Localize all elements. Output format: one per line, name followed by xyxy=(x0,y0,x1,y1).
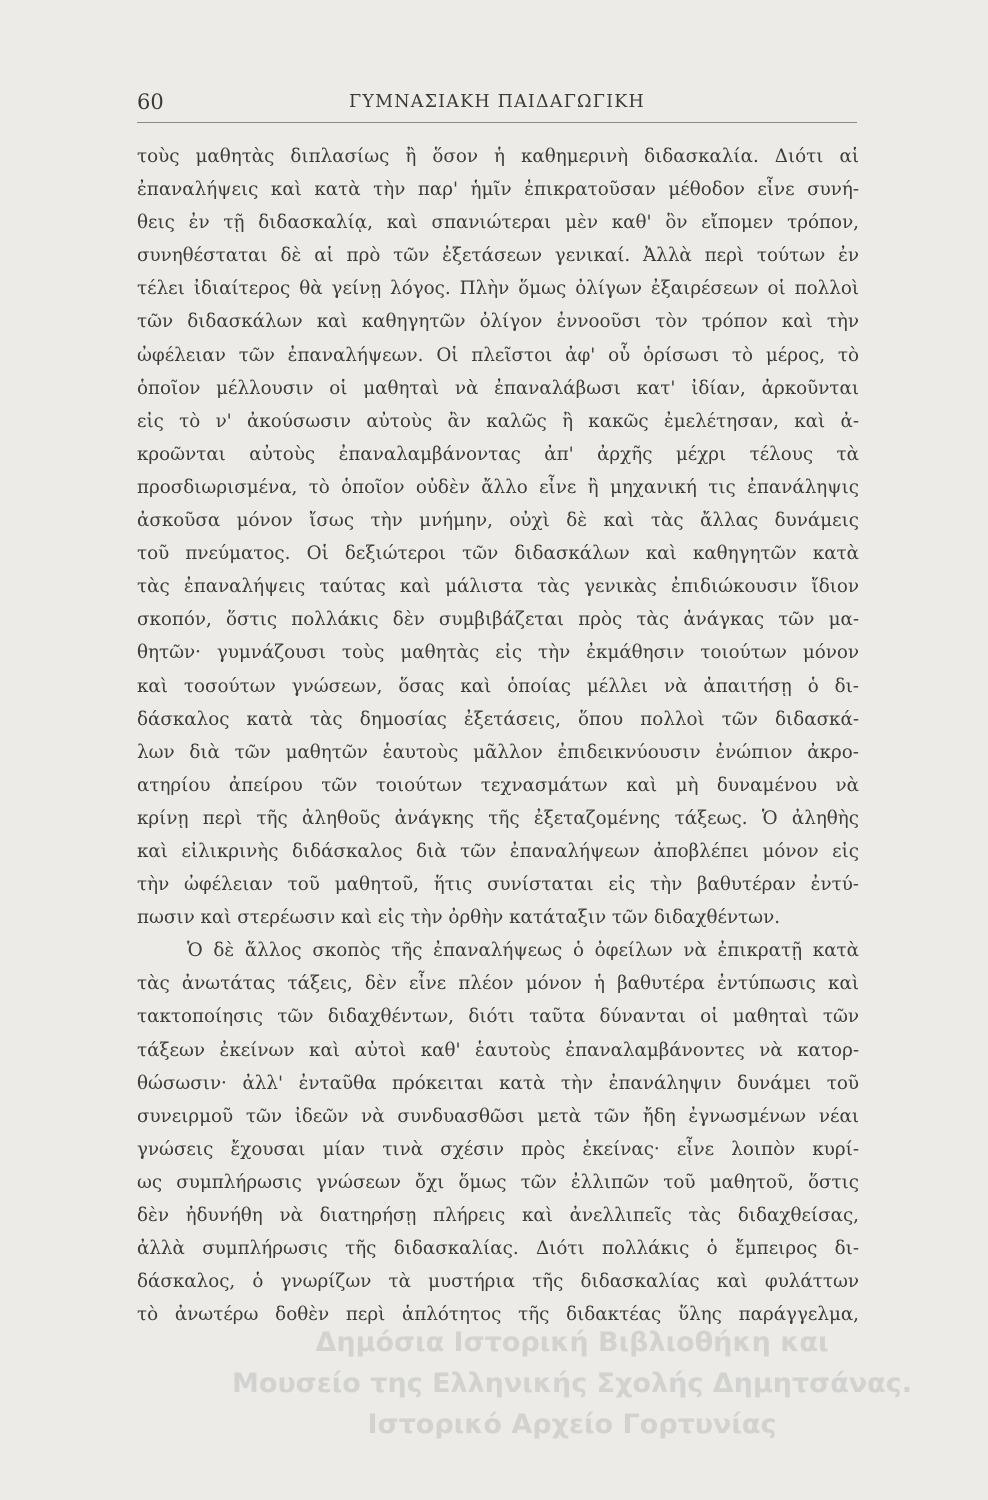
text-line: γνώσεις ἔχουσαι μίαν τινὰ σχέσιν πρὸς ἐκείνας· εἶνε λοιπὸν κυρί- xyxy=(137,1138,859,1160)
text-line: τῶν διδασκάλων καὶ καθηγητῶν ὀλίγον ἐννοοῦσι τὸν τρόπον καὶ τὴν xyxy=(137,311,859,333)
text-line: θεις ἐν τῇ διδασκαλίᾳ, καὶ σπανιώτεραι μὲν καθ' ὃν εἴπομεν τρόπον, xyxy=(137,212,859,234)
text-line: κροῶνται αὐτοὺς ἐπαναλαμβάνοντας ἀπ' ἀρχῆς μέχρι τέλους τὰ xyxy=(137,443,859,465)
text-line: τὰς ἐπαναλήψεις ταύτας καὶ μάλιστα τὰς γενικὰς ἐπιδιώκουσιν ἴδιον xyxy=(137,576,859,598)
text-line: τὸ ἀνωτέρω δοθὲν περὶ ἁπλότητος τῆς διδακτέας ὕλης παράγγελμα, xyxy=(137,1304,859,1326)
text-line: τὴν ὠφέλειαν τοῦ μαθητοῦ, ἥτις συνίσταται εἰς τὴν βαθυτέραν ἐντύ- xyxy=(137,874,859,896)
text-line: τέλει ἰδιαίτερος θὰ γείνῃ λόγος. Πλὴν ὅμως ὀλίγων ἐξαιρέσεων οἱ πολλοὶ xyxy=(137,278,859,300)
text-line: τὰς ἀνωτάτας τάξεις, δὲν εἶνε πλέον μόνον ἡ βαθυτέρα ἐντύπωσις καὶ xyxy=(137,973,859,995)
watermark-line: Μουσείο της Ελληνικής Σχολής Δημητσάνας. xyxy=(232,1368,912,1399)
text-line: τοῦ πνεύματος. Οἱ δεξιώτεροι τῶν διδασκάλων καὶ καθηγητῶν κατὰ xyxy=(137,543,859,565)
text-line: ὠφέλειαν τῶν ἐπαναλήψεων. Οἱ πλεῖστοι ἀφ' οὗ ὁρίσωσι τὸ μέρος, τὸ xyxy=(137,344,859,366)
text-line: κρίνῃ περὶ τῆς ἀληθοῦς ἀνάγκης τῆς ἐξεταζομένης τάξεως. Ὁ ἀληθὴς xyxy=(137,807,859,829)
text-line: προσδιωρισμένα, τὸ ὁποῖον οὐδὲν ἄλλο εἶνε ἢ μηχανική τις ἐπανάληψις xyxy=(137,476,859,498)
text-line: καὶ εἰλικρινὴς διδάσκαλος διὰ τῶν ἐπαναλήψεων ἀποβλέπει μόνον εἰς xyxy=(137,840,859,862)
text-line: πωσιν καὶ στερέωσιν καὶ εἰς τὴν ὀρθὴν κατάταξιν τῶν διδαχθέντων. xyxy=(137,907,781,929)
text-line: λων διὰ τῶν μαθητῶν ἑαυτοὺς μᾶλλον ἐπιδεικνύουσιν ἐνώπιον ἀκρο- xyxy=(137,741,859,763)
watermark-line: Δημόσια Ιστορική Βιβλιοθήκη και xyxy=(315,1327,829,1358)
text-line: δάσκαλος κατὰ τὰς δημοσίας ἐξετάσεις, ὅπου πολλοὶ τῶν διδασκά- xyxy=(137,708,859,730)
text-line: ἐπαναλήψεις καὶ κατὰ τὴν παρ' ἡμῖν ἐπικρατοῦσαν μέθοδον εἶνε συνή- xyxy=(137,179,859,201)
text-line: ἀσκοῦσα μόνον ἴσως τὴν μνήμην, οὐχὶ δὲ καὶ τὰς ἄλλας δυνάμεις xyxy=(137,510,859,532)
text-line: τάξεων ἐκείνων καὶ αὐτοὶ καθ' ἑαυτοὺς ἐπαναλαμβάνοντες νὰ κατορ- xyxy=(137,1039,859,1061)
page-header xyxy=(137,86,857,123)
text-line: Ὁ δὲ ἄλλος σκοπὸς τῆς ἐπαναλήψεως ὁ ὀφείλων νὰ ἐπικρατῇ κατὰ xyxy=(187,940,859,962)
text-line: θητῶν· γυμνάζουσι τοὺς μαθητὰς εἰς τὴν ἐκμάθησιν τοιούτων μόνον xyxy=(137,642,859,664)
text-line: ατηρίου ἀπείρου τῶν τοιούτων τεχνασμάτων καὶ μὴ δυναμένου νὰ xyxy=(137,774,859,796)
text-line: θώσωσιν· ἀλλ' ἐνταῦθα πρόκειται κατὰ τὴν ἐπανάληψιν δυνάμει τοῦ xyxy=(137,1072,859,1094)
text-line: ως συμπλήρωσις γνώσεων ὄχι ὅμως τῶν ἐλλιπῶν τοῦ μαθητοῦ, ὅστις xyxy=(137,1171,859,1193)
page-number: 60 xyxy=(137,90,164,114)
text-line: σκοπόν, ὅστις πολλάκις δὲν συμβιβάζεται πρὸς τὰς ἀνάγκας τῶν μα- xyxy=(137,609,859,631)
text-line: συνειρμοῦ τῶν ἰδεῶν νὰ συνδυασθῶσι μετὰ τῶν ἤδη ἐγνωσμένων νέαι xyxy=(137,1105,859,1127)
watermark-line: Ιστορικό Αρχείο Γορτυνίας xyxy=(367,1409,777,1440)
text-line: τοὺς μαθητὰς διπλασίως ἢ ὅσον ἡ καθημερινὴ διδασκαλία. Διότι αἱ xyxy=(137,146,859,167)
text-line: εἰς τὸ ν' ἀκούσωσιν αὐτοὺς ἂν καλῶς ἢ κακῶς ἐμελέτησαν, καὶ ἀ- xyxy=(137,410,859,432)
text-line: ἀλλὰ συμπλήρωσις τῆς διδασκαλίας. Διότι πολλάκις ὁ ἔμπειρος δι- xyxy=(137,1238,859,1260)
text-line: συνηθέσταται δὲ αἱ πρὸ τῶν ἐξετάσεων γενικαί. Ἀλλὰ περὶ τούτων ἐν xyxy=(137,245,859,267)
text-line: τακτοποίησις τῶν διδαχθέντων, διότι ταῦτα δύνανται οἱ μαθηταὶ τῶν xyxy=(137,1006,859,1028)
text-line: ὁποῖον μέλλουσιν οἱ μαθηταὶ νὰ ἐπαναλάβωσι κατ' ἰδίαν, ἀρκοῦνται xyxy=(137,377,859,399)
running-title: ΓΥΜΝΑΣΙΑΚΗ ΠΑΙΔΑΓΩΓΙΚΗ xyxy=(349,92,645,112)
text-line: καὶ τοσούτων γνώσεων, ὅσας καὶ ὁποίας μέλλει νὰ ἀπαιτήσῃ ὁ δι- xyxy=(137,675,859,697)
library-watermark xyxy=(192,1322,952,1445)
text-line: δάσκαλος, ὁ γνωρίζων τὰ μυστήρια τῆς διδασκαλίας καὶ φυλάττων xyxy=(137,1271,859,1293)
text-line: δὲν ἠδυνήθη νὰ διατηρήσῃ πλήρεις καὶ ἀνελλιπεῖς τὰς διδαχθείσας, xyxy=(137,1205,859,1226)
body-text xyxy=(137,140,859,1331)
